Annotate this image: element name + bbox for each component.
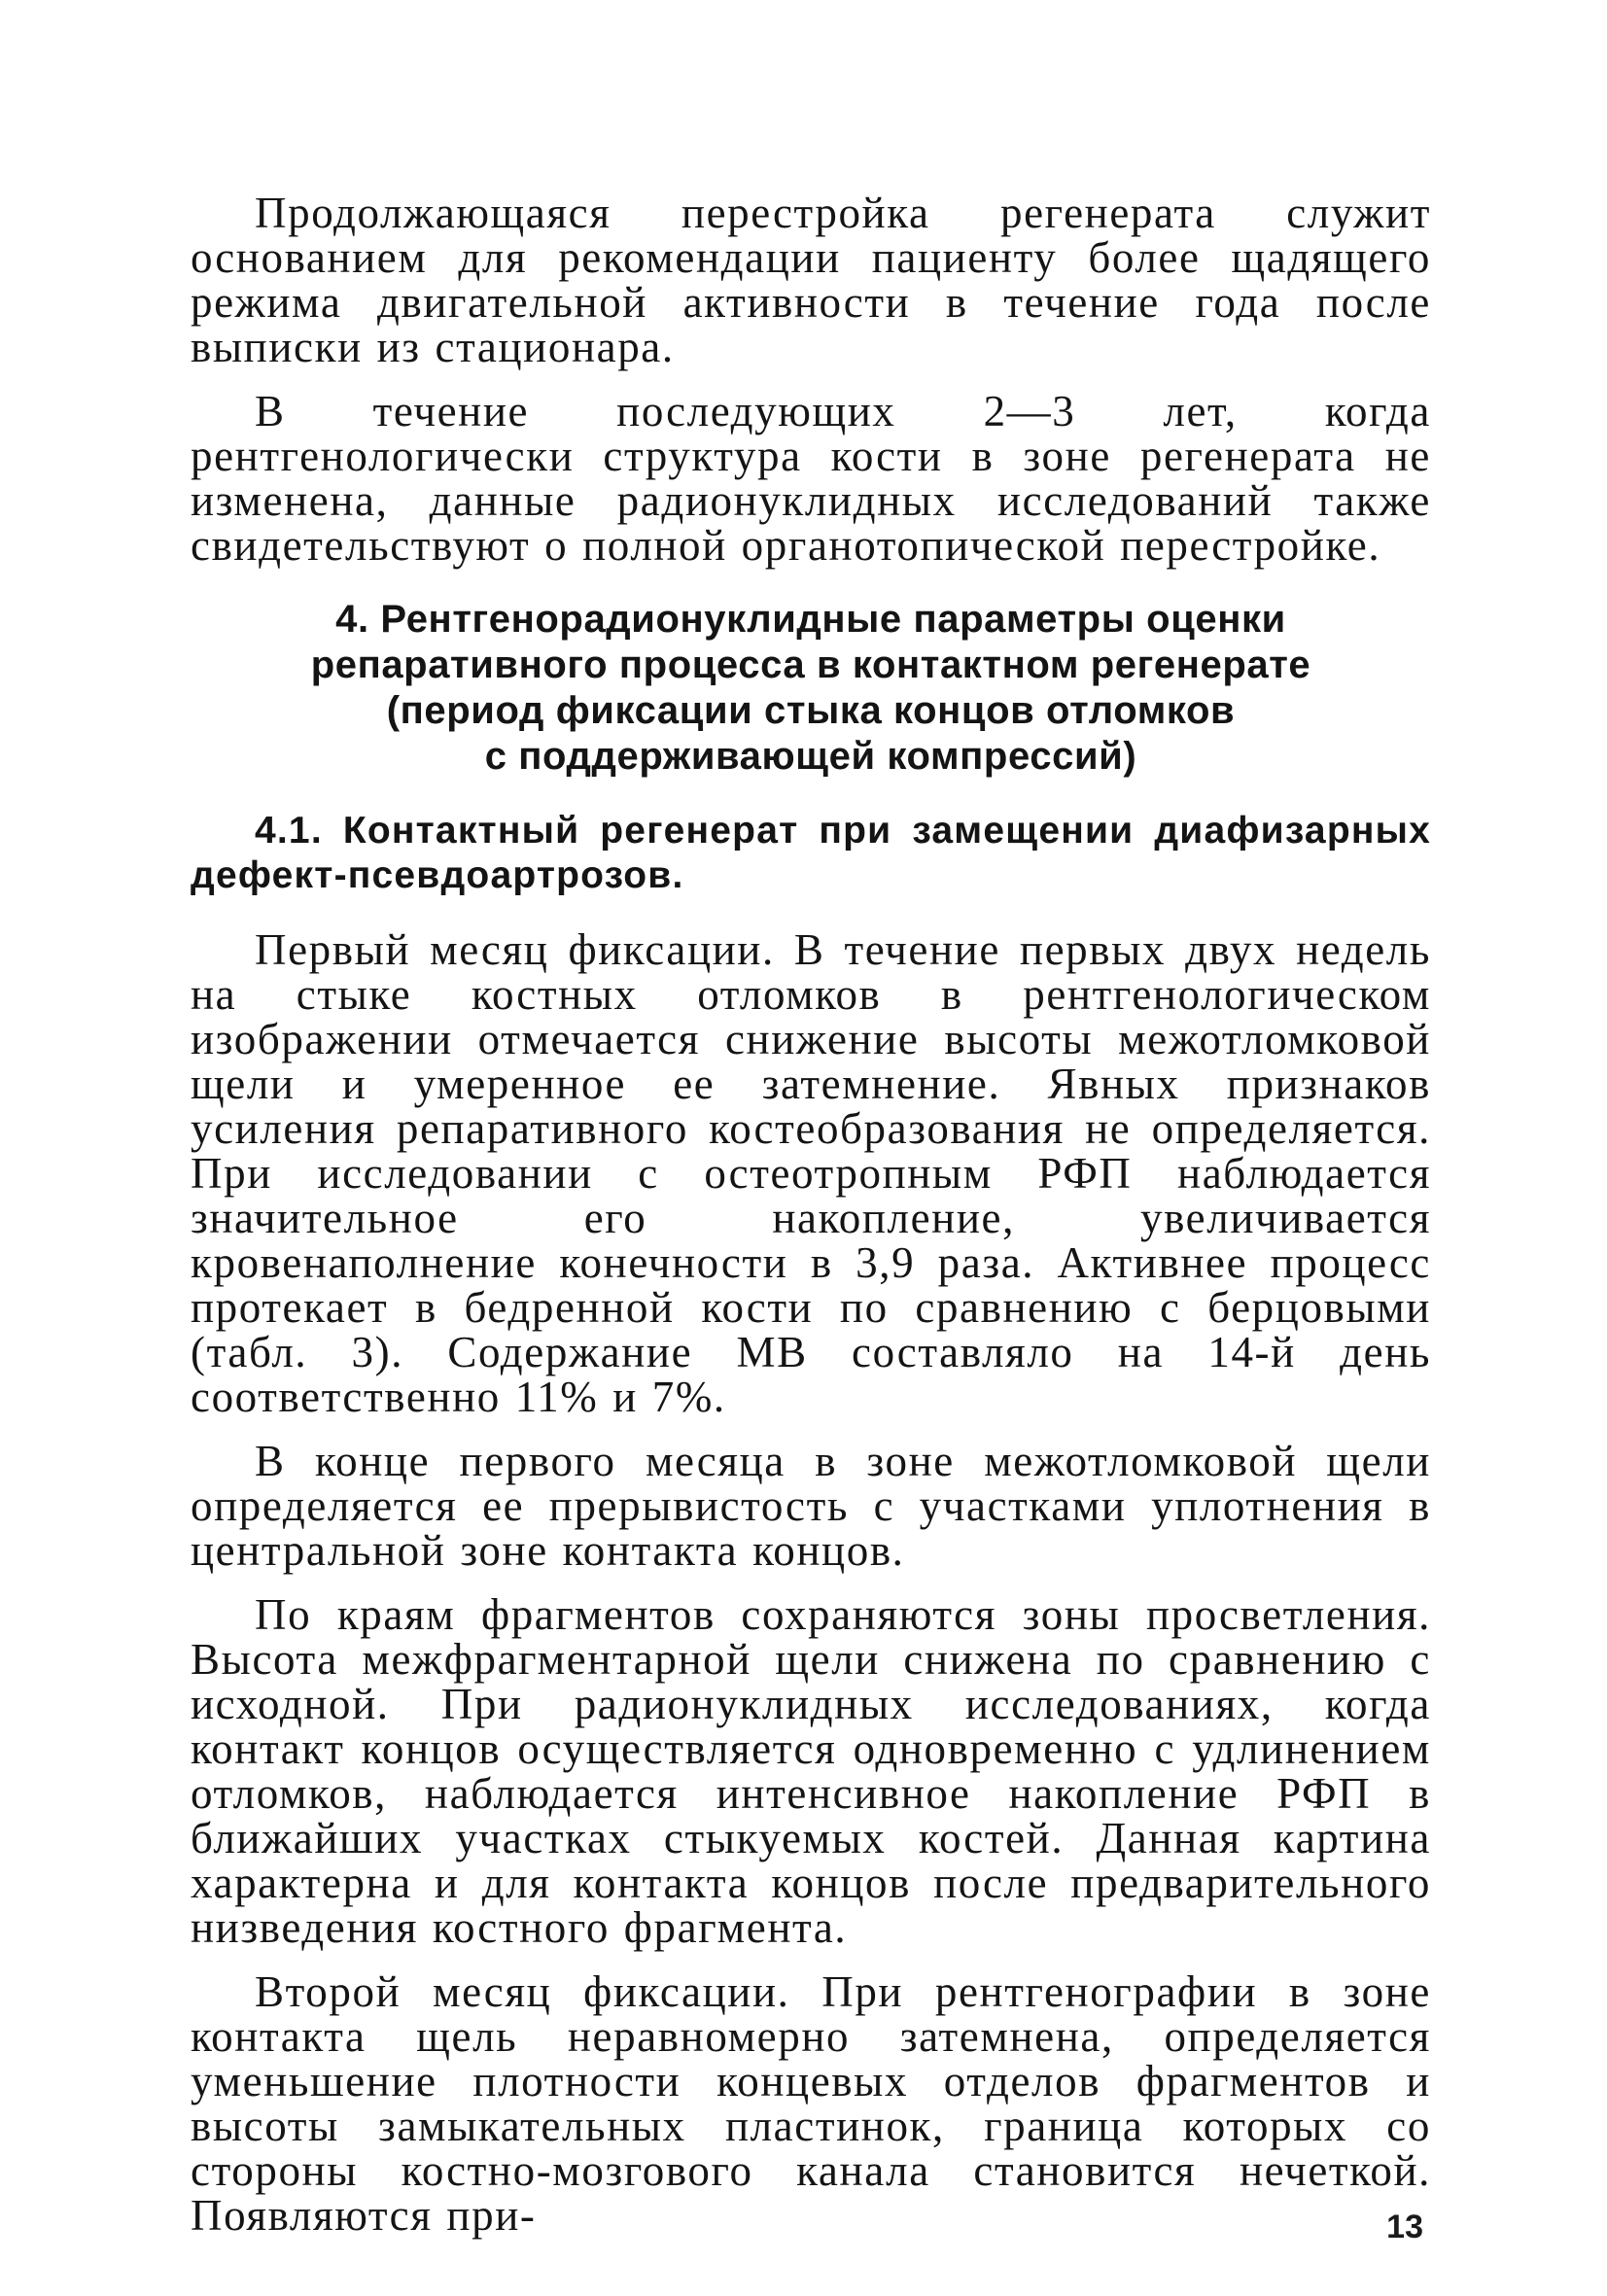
section-heading-line-2: репаративного процесса в контактном регенерате	[310, 644, 1311, 686]
section-heading	[191, 597, 1431, 780]
book-page	[191, 191, 1431, 2271]
paragraph-end-of-first-month: В конце первого месяца в зоне межотломковой щели определяется ее прерывистость с участками уплотнения в центральной зоне контакта концов.	[191, 1437, 1431, 1575]
paragraph-first-month: Первый месяц фиксации. В течение первых двух недель на стыке костных отломков в рентгенологическом изображении отмечается снижение высоты межотломковой щели и умеренное ее затемнение. Явных признаков усиления репаративного костеобразования не определяется. При исследовании с остеотропным РФП наблюдается значительное его накопление, увеличивается кровенаполнение конечности в 3,9 раза. Активнее процесс протекает в бедренной кости по сравнению с берцовыми (табл. 3). Содержание МВ составляло на 14-й день соответственно 11% и 7%.	[191, 925, 1431, 1421]
paragraph-second-month: Второй месяц фиксации. При рентгенографии в зоне контакта щель неравномерно затемнена, определяется уменьшение плотности концевых отделов фрагментов и высоты замыкательных пластинок, граница которых со стороны костно-мозгового канала становится нечеткой. Появляются при-	[191, 1967, 1431, 2240]
subsection-heading: 4.1. Контактный регенерат при замещении диафизарных дефект-псевдоартрозов.	[191, 810, 1431, 896]
section-heading-line-3: (период фиксации стыка концов отломков	[386, 689, 1236, 732]
paragraph-following-years: В течение последующих 2—3 лет, когда рентгенологически структура кости в зоне регенерата не изменена, данные радионуклидных исследований также свидетельствуют о полной органотопической перестройке.	[191, 387, 1431, 570]
paragraph-fragment-edges: По краям фрагментов сохраняются зоны просветления. Высота межфрагментарной щели снижена по сравнению с исходной. При радионуклидных исследованиях, когда контакт концов осуществляется одновременно с удлинением отломков, наблюдается интенсивное накопление РФП в ближайших участках стыкуемых костей. Данная картина характерна и для контакта концов после предварительного низведения костного фрагмента.	[191, 1590, 1431, 1952]
paragraph-regenerate-rebuilding: Продолжающаяся перестройка регенерата служит основанием для рекомендации пациенту более щадящего режима двигательной активности в течение года после выписки из стационара.	[191, 189, 1431, 371]
section-heading-line-1: 4. Рентгенорадионуклидные параметры оценки	[335, 598, 1286, 641]
section-heading-line-4: с поддерживающей компрессий)	[484, 735, 1137, 778]
page-number: 13	[1386, 2209, 1423, 2245]
